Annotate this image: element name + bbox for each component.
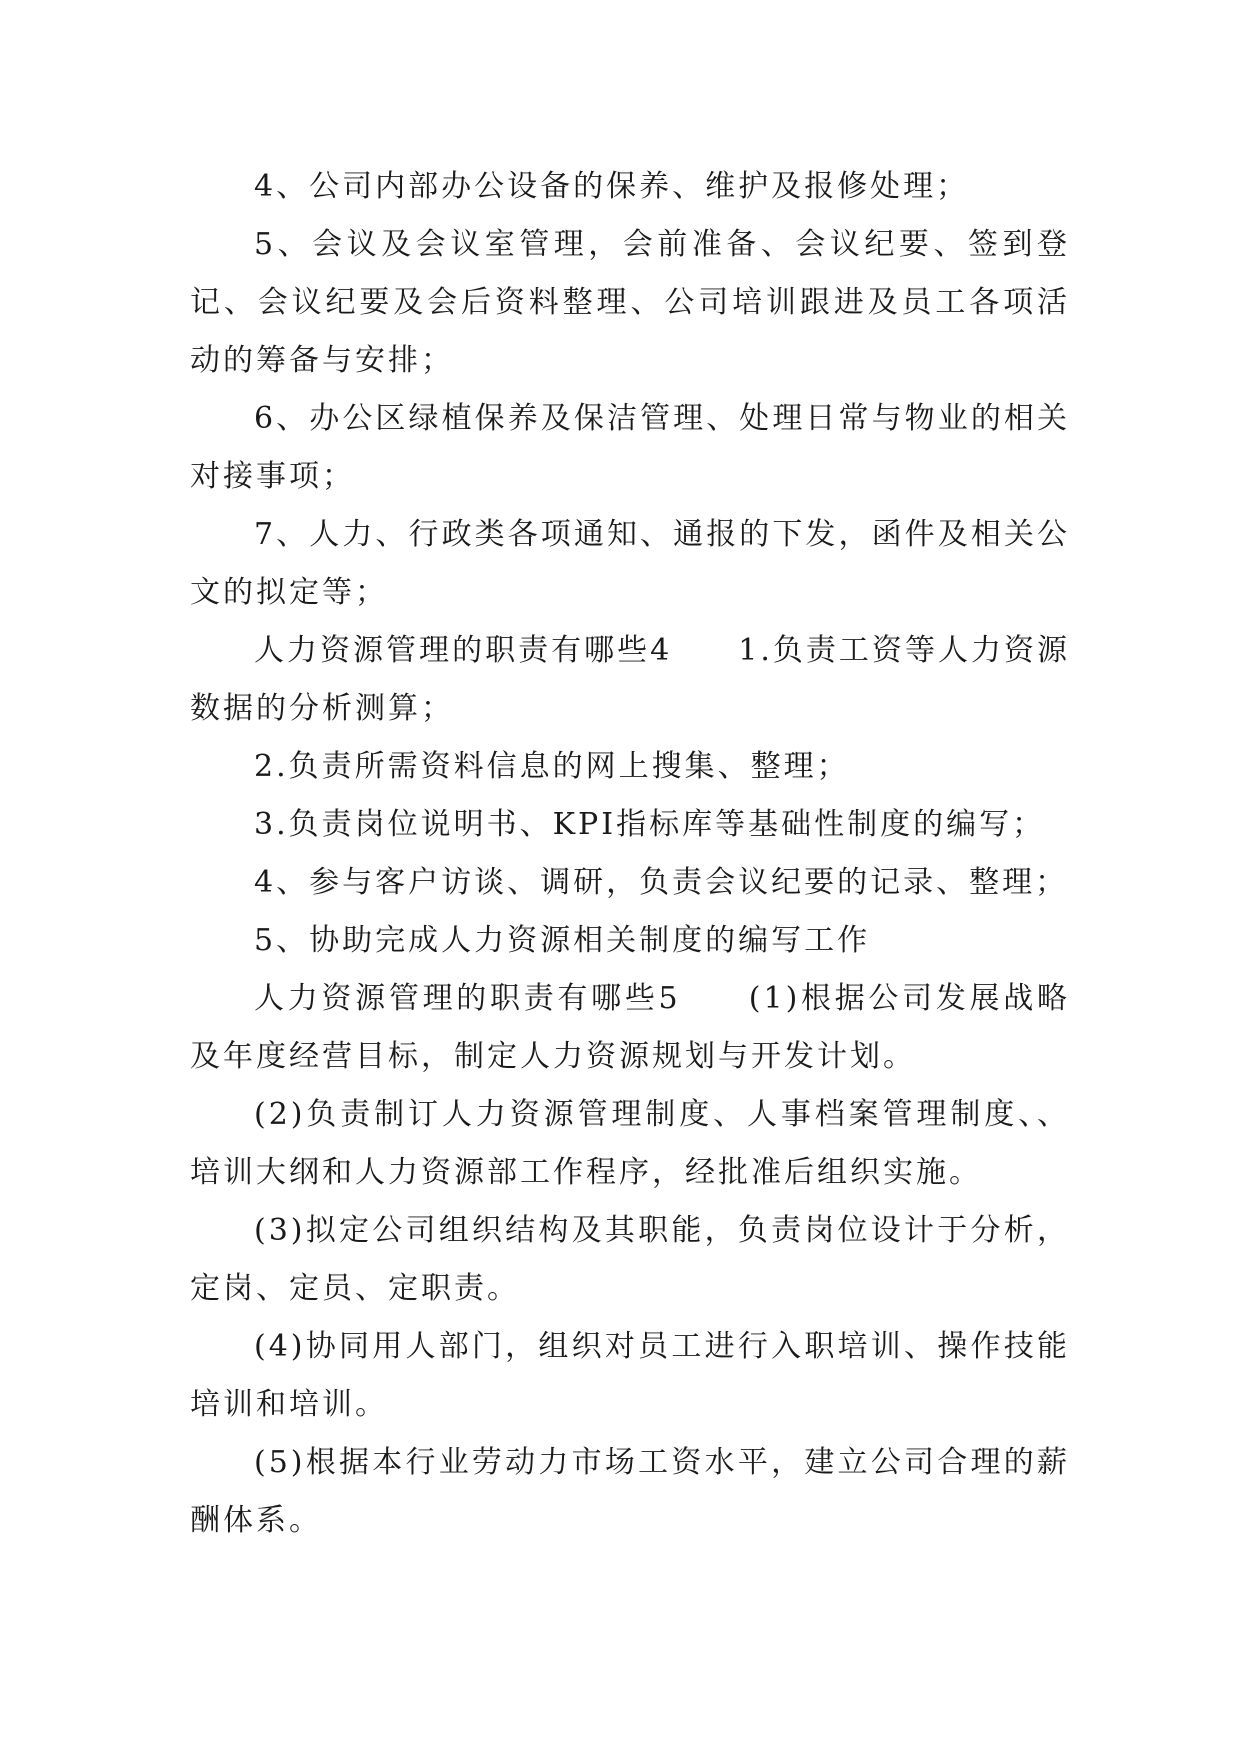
- paragraph-section-4-item-4: 4、参与客户访谈、调研，负责会议纪要的记录、整理；: [254, 865, 1069, 900]
- paragraph-section-5-item-4: (4)协同用人部门，组织对员工进行入职培训、操作技能培训和培训。: [190, 1329, 1070, 1422]
- paragraph-item-4-office-equipment: 4、公司内部办公设备的保养、维护及报修处理；: [254, 169, 970, 204]
- paragraph-section-4-heading: 人力资源管理的职责有哪些4 1.负责工资等人力资源数据的分析测算；: [190, 633, 1070, 726]
- paragraph-section-4-item-2: 2.负责所需资料信息的网上搜集、整理；: [254, 749, 850, 784]
- paragraph-section-4-item-3: 3.负责岗位说明书、KPI指标库等基础性制度的编写；: [254, 807, 1046, 842]
- document-body: [190, 158, 1070, 1550]
- paragraph-section-5-item-5: (5)根据本行业劳动力市场工资水平，建立公司合理的薪酬体系。: [190, 1445, 1070, 1538]
- paragraph-section-5-item-2: (2)负责制订人力资源管理制度、人事档案管理制度、、培训大纲和人力资源部工作程序，经批准后组织实施。: [190, 1097, 1070, 1190]
- paragraph-section-5-item-3: (3)拟定公司组织结构及其职能，负责岗位设计于分析，定岗、定员、定职责。: [190, 1213, 1070, 1306]
- paragraph-section-5-heading: 人力资源管理的职责有哪些5 (1)根据公司发展战略及年度经营目标，制定人力资源规划与开发计划。: [190, 981, 1070, 1074]
- paragraph-item-5-meeting-management: 5、会议及会议室管理，会前准备、会议纪要、签到登记、会议纪要及会后资料整理、公司培训跟进及员工各项活动的筹备与安排；: [190, 227, 1070, 378]
- paragraph-item-6-office-greenery: 6、办公区绿植保养及保洁管理、处理日常与物业的相关对接事项；: [190, 401, 1070, 494]
- paragraph-item-7-notices: 7、人力、行政类各项通知、通报的下发，函件及相关公文的拟定等；: [190, 517, 1070, 610]
- paragraph-section-4-item-5: 5、协助完成人力资源相关制度的编写工作: [254, 923, 871, 958]
